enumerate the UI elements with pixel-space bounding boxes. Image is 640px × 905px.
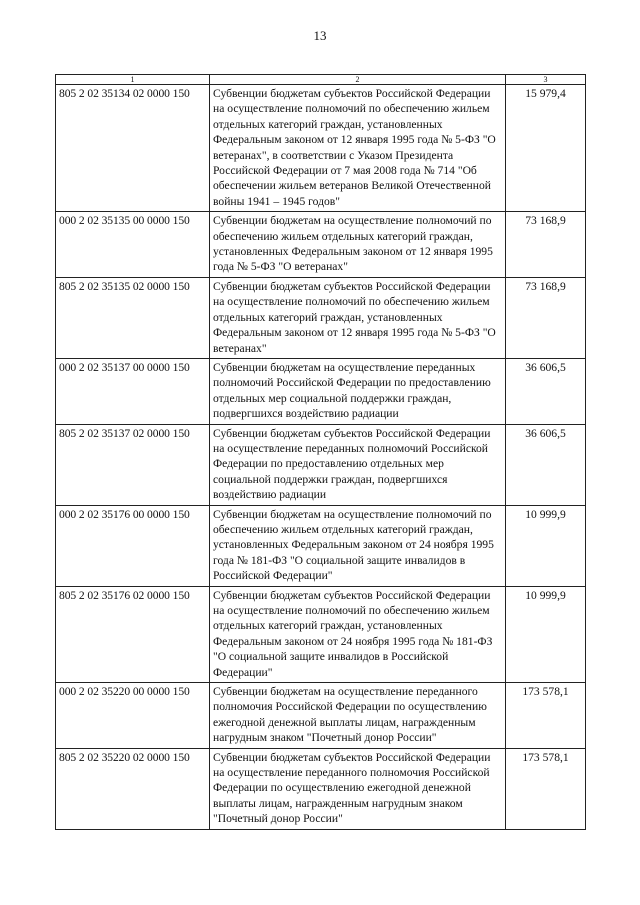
table-row — [56, 683, 586, 749]
table-row — [56, 748, 586, 829]
row-amount: 36 606,5 — [506, 424, 586, 505]
table-row — [56, 212, 586, 278]
row-amount: 173 578,1 — [506, 748, 586, 829]
row-code: 805 2 02 35135 02 0000 150 — [56, 277, 210, 358]
row-description: Субвенции бюджетам субъектов Российской Федерации на осуществление переданных полномочий Российской Федерации по предоставлению отдельных мер социальной поддержки граждан, подвергшихся воздействию радиации — [210, 424, 506, 505]
budget-table — [55, 74, 586, 830]
row-amount: 36 606,5 — [506, 358, 586, 424]
row-description: Субвенции бюджетам субъектов Российской Федерации на осуществление полномочий по обеспечению жильем отдельных категорий граждан, установленных Федеральным законом от 12 января 1995 года № 5-ФЗ "О ветеранах" — [210, 277, 506, 358]
row-description: Субвенции бюджетам на осуществление переданных полномочий Российской Федерации по предоставлению отдельных мер социальной поддержки граждан, подвергшихся воздействию радиации — [210, 358, 506, 424]
row-code: 805 2 02 35137 02 0000 150 — [56, 424, 210, 505]
row-amount: 10 999,9 — [506, 505, 586, 586]
row-amount: 73 168,9 — [506, 212, 586, 278]
row-amount: 15 979,4 — [506, 85, 586, 212]
column-header-code: 1 — [56, 75, 210, 85]
page-number: 13 — [313, 28, 327, 43]
row-amount: 173 578,1 — [506, 683, 586, 749]
row-description: Субвенции бюджетам субъектов Российской Федерации на осуществление полномочий по обеспечению жильем отдельных категорий граждан, установленных Федеральным законом от 24 ноября 1995 года № 181-ФЗ "О социальной защите инвалидов в Российской Федерации" — [210, 586, 506, 682]
row-description: Субвенции бюджетам на осуществление переданного полномочия Российской Федерации по осуществлению ежегодной денежной выплаты лицам, награжденным нагрудным знаком "Почетный донор России" — [210, 683, 506, 749]
row-code: 000 2 02 35176 00 0000 150 — [56, 505, 210, 586]
row-code: 000 2 02 35135 00 0000 150 — [56, 212, 210, 278]
row-description: Субвенции бюджетам на осуществление полномочий по обеспечению жильем отдельных категорий граждан, установленных Федеральным законом от 12 января 1995 года № 5-ФЗ "О ветеранах" — [210, 212, 506, 278]
row-description: Субвенции бюджетам субъектов Российской Федерации на осуществление полномочий по обеспечению жильем отдельных категорий граждан, установленных Федеральным законом от 12 января 1995 года № 5-ФЗ "О ветеранах", в соответствии с Указом Президента Российской Федерации от 7 мая 2008 года № 714 "Об обеспечении жильем ветеранов Великой Отечественной войны 1941 – 1945 годов" — [210, 85, 506, 212]
column-header-description: 2 — [210, 75, 506, 85]
row-code: 805 2 02 35134 02 0000 150 — [56, 85, 210, 212]
row-amount: 73 168,9 — [506, 277, 586, 358]
table-row — [56, 505, 586, 586]
row-code: 000 2 02 35220 00 0000 150 — [56, 683, 210, 749]
table-row — [56, 358, 586, 424]
row-code: 805 2 02 35176 02 0000 150 — [56, 586, 210, 682]
row-amount: 10 999,9 — [506, 586, 586, 682]
row-description: Субвенции бюджетам субъектов Российской Федерации на осуществление переданного полномочия Российской Федерации по осуществлению ежегодной денежной выплаты лицам, награжденным нагрудным знаком "Почетный донор России" — [210, 748, 506, 829]
row-description: Субвенции бюджетам на осуществление полномочий по обеспечению жильем отдельных категорий граждан, установленных Федеральным законом от 24 ноября 1995 года № 181-ФЗ "О социальной защите инвалидов в Российской Федерации" — [210, 505, 506, 586]
table-row — [56, 85, 586, 212]
table-row — [56, 424, 586, 505]
table-row — [56, 277, 586, 358]
column-header-amount: 3 — [506, 75, 586, 85]
table-row — [56, 586, 586, 682]
row-code: 805 2 02 35220 02 0000 150 — [56, 748, 210, 829]
row-code: 000 2 02 35137 00 0000 150 — [56, 358, 210, 424]
table-header-row — [56, 75, 586, 85]
